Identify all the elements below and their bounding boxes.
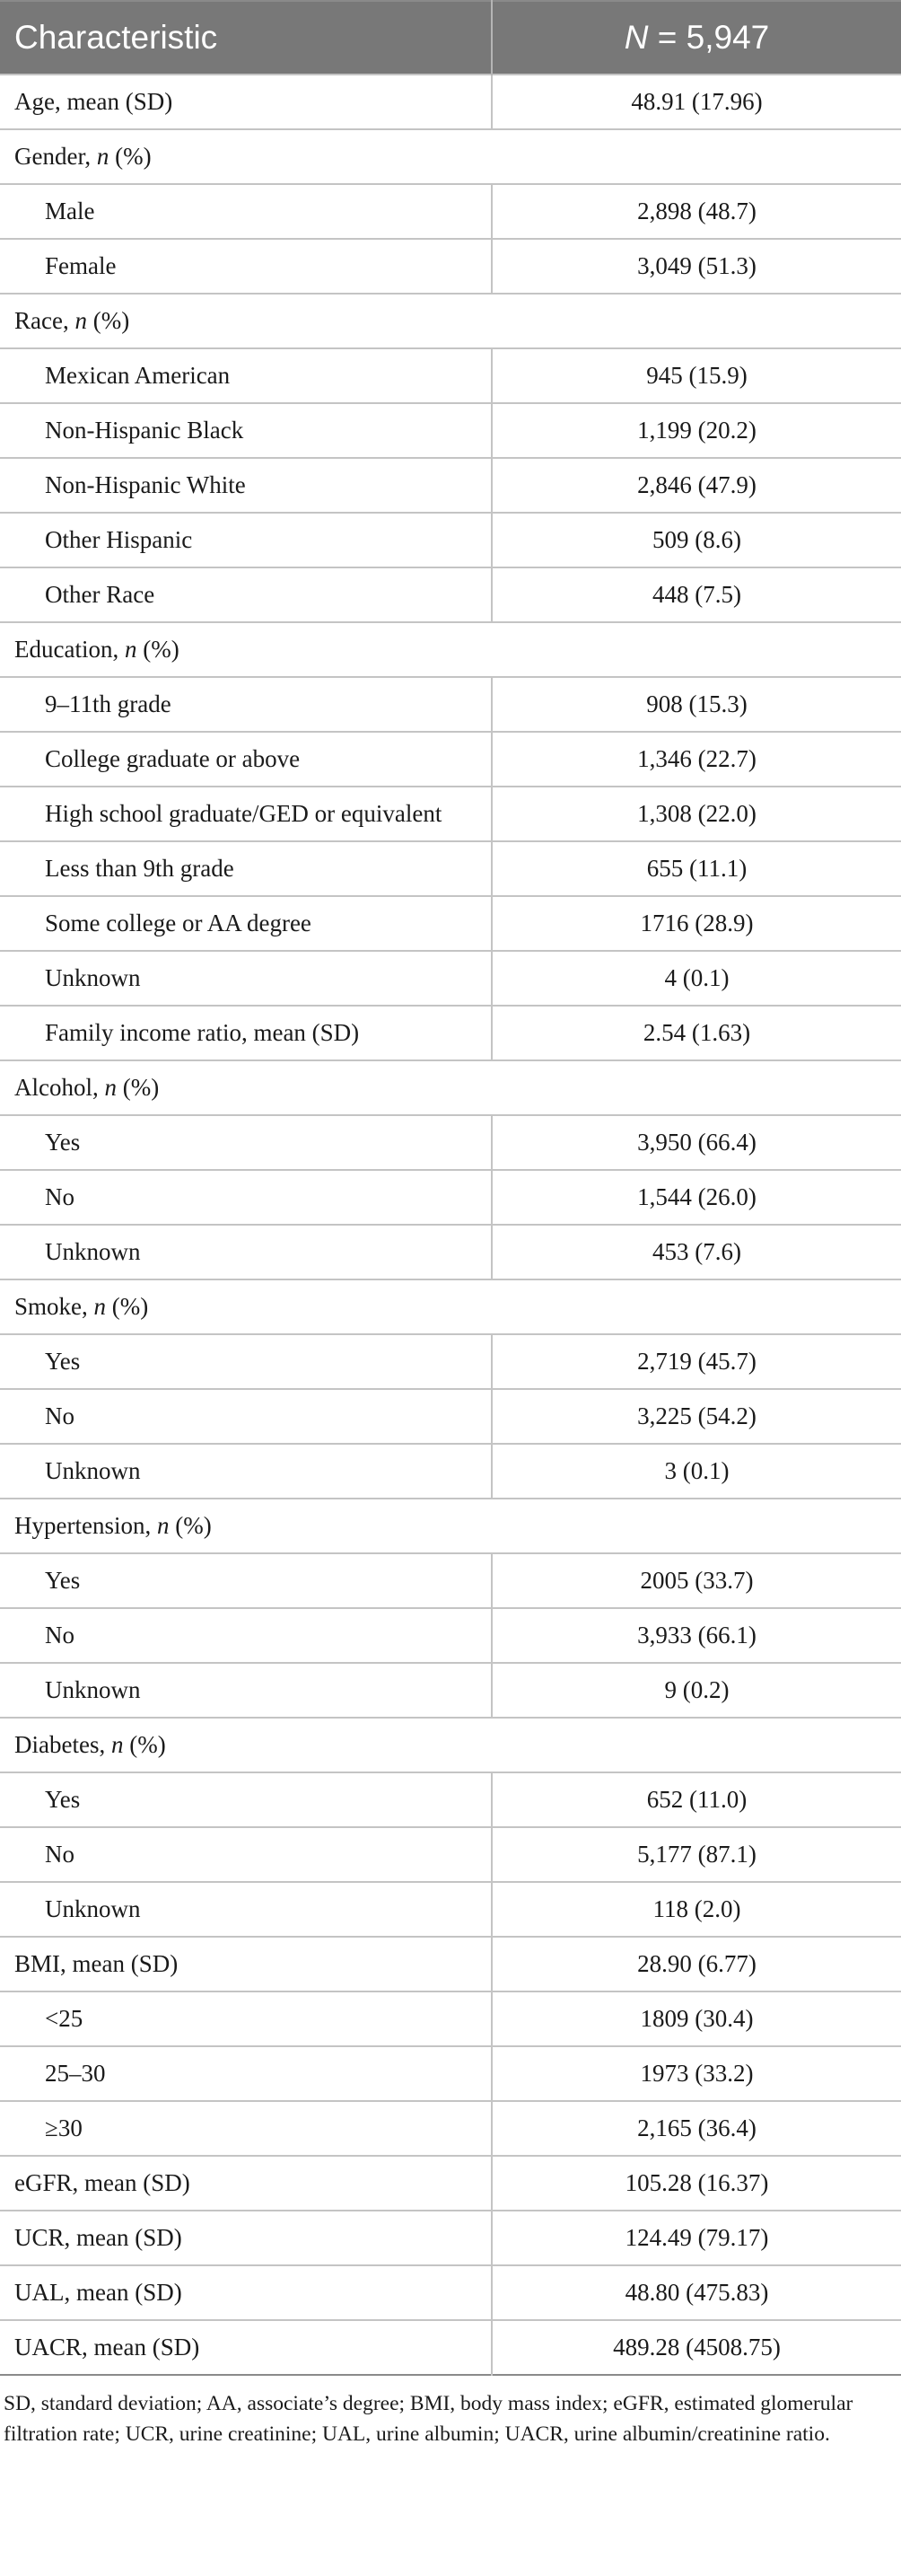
row-label: UCR, mean (SD) bbox=[0, 2211, 492, 2265]
row-value: 655 (11.1) bbox=[492, 841, 901, 896]
row-label: Yes bbox=[0, 1553, 492, 1608]
section-label bbox=[0, 129, 901, 184]
table-row bbox=[0, 1389, 901, 1444]
row-label: Unknown bbox=[0, 951, 492, 1006]
section-row bbox=[0, 129, 901, 184]
row-label: Yes bbox=[0, 1334, 492, 1389]
section-row bbox=[0, 294, 901, 348]
section-stat-suffix: (%) bbox=[106, 1293, 149, 1320]
section-row bbox=[0, 1060, 901, 1115]
table-row bbox=[0, 1553, 901, 1608]
table-row bbox=[0, 567, 901, 622]
table-body bbox=[0, 75, 901, 2375]
table-row bbox=[0, 458, 901, 513]
row-label: Family income ratio, mean (SD) bbox=[0, 1006, 492, 1060]
section-label-text: Education, bbox=[14, 636, 125, 663]
section-stat-suffix: (%) bbox=[109, 143, 152, 170]
row-value: 5,177 (87.1) bbox=[492, 1827, 901, 1882]
table-row bbox=[0, 2046, 901, 2101]
section-stat-symbol: n bbox=[110, 1731, 124, 1758]
row-value: 9 (0.2) bbox=[492, 1663, 901, 1718]
row-label: Other Race bbox=[0, 567, 492, 622]
row-label: Age, mean (SD) bbox=[0, 75, 492, 129]
section-label-text: Smoke, bbox=[14, 1293, 94, 1320]
section-label bbox=[0, 1718, 901, 1772]
row-label: Yes bbox=[0, 1115, 492, 1170]
table-row bbox=[0, 1225, 901, 1279]
row-value: 448 (7.5) bbox=[492, 567, 901, 622]
table-row bbox=[0, 2320, 901, 2375]
table-row bbox=[0, 1827, 901, 1882]
row-label: Non-Hispanic White bbox=[0, 458, 492, 513]
row-label: Unknown bbox=[0, 1225, 492, 1279]
table-row bbox=[0, 403, 901, 458]
section-stat-symbol: n bbox=[124, 636, 137, 663]
row-label: Some college or AA degree bbox=[0, 896, 492, 951]
section-label-text: Gender, bbox=[14, 143, 97, 170]
table-row bbox=[0, 951, 901, 1006]
row-label: 25–30 bbox=[0, 2046, 492, 2101]
row-label: UACR, mean (SD) bbox=[0, 2320, 492, 2375]
row-value: 2005 (33.7) bbox=[492, 1553, 901, 1608]
row-value: 489.28 (4508.75) bbox=[492, 2320, 901, 2375]
header-n-symbol: N bbox=[624, 19, 649, 56]
row-value: 118 (2.0) bbox=[492, 1882, 901, 1937]
table-row bbox=[0, 513, 901, 567]
section-stat-symbol: n bbox=[96, 143, 109, 170]
row-value: 3,049 (51.3) bbox=[492, 239, 901, 294]
row-value: 1,346 (22.7) bbox=[492, 732, 901, 787]
section-row bbox=[0, 1279, 901, 1334]
row-value: 1809 (30.4) bbox=[492, 1991, 901, 2046]
row-value: 3,225 (54.2) bbox=[492, 1389, 901, 1444]
row-value: 2,898 (48.7) bbox=[492, 184, 901, 239]
row-label: No bbox=[0, 1608, 492, 1663]
row-label: <25 bbox=[0, 1991, 492, 2046]
header-sample-size bbox=[492, 1, 901, 75]
row-value: 652 (11.0) bbox=[492, 1772, 901, 1827]
row-value: 3,950 (66.4) bbox=[492, 1115, 901, 1170]
table-row bbox=[0, 1663, 901, 1718]
row-value: 48.91 (17.96) bbox=[492, 75, 901, 129]
row-label: 9–11th grade bbox=[0, 677, 492, 732]
row-value: 2.54 (1.63) bbox=[492, 1006, 901, 1060]
section-stat-suffix: (%) bbox=[169, 1512, 212, 1539]
row-value: 1716 (28.9) bbox=[492, 896, 901, 951]
table-header bbox=[0, 1, 901, 75]
section-label-text: Diabetes, bbox=[14, 1731, 111, 1758]
section-row bbox=[0, 1718, 901, 1772]
table-row bbox=[0, 1115, 901, 1170]
section-label-text: Race, bbox=[14, 307, 75, 334]
row-label: Unknown bbox=[0, 1882, 492, 1937]
table-row bbox=[0, 1334, 901, 1389]
table-row bbox=[0, 896, 901, 951]
row-value: 105.28 (16.37) bbox=[492, 2156, 901, 2211]
table-row bbox=[0, 75, 901, 129]
row-label: College graduate or above bbox=[0, 732, 492, 787]
table-row bbox=[0, 1170, 901, 1225]
row-label: No bbox=[0, 1389, 492, 1444]
section-stat-suffix: (%) bbox=[86, 307, 130, 334]
row-label: No bbox=[0, 1827, 492, 1882]
row-label: Non-Hispanic Black bbox=[0, 403, 492, 458]
section-stat-suffix: (%) bbox=[123, 1731, 166, 1758]
row-label: Other Hispanic bbox=[0, 513, 492, 567]
row-value: 28.90 (6.77) bbox=[492, 1937, 901, 1991]
table-row bbox=[0, 1937, 901, 1991]
row-label: ≥30 bbox=[0, 2101, 492, 2156]
row-label: No bbox=[0, 1170, 492, 1225]
row-value: 2,846 (47.9) bbox=[492, 458, 901, 513]
section-label bbox=[0, 1279, 901, 1334]
row-value: 3,933 (66.1) bbox=[492, 1608, 901, 1663]
row-value: 2,719 (45.7) bbox=[492, 1334, 901, 1389]
row-value: 2,165 (36.4) bbox=[492, 2101, 901, 2156]
row-value: 509 (8.6) bbox=[492, 513, 901, 567]
table-row bbox=[0, 1608, 901, 1663]
row-label: Yes bbox=[0, 1772, 492, 1827]
section-stat-suffix: (%) bbox=[136, 636, 179, 663]
section-label-text: Alcohol, bbox=[14, 1074, 105, 1101]
section-stat-symbol: n bbox=[74, 307, 87, 334]
row-value: 453 (7.6) bbox=[492, 1225, 901, 1279]
row-label: Female bbox=[0, 239, 492, 294]
row-value: 1,308 (22.0) bbox=[492, 787, 901, 841]
section-label-text: Hypertension, bbox=[14, 1512, 157, 1539]
section-stat-suffix: (%) bbox=[117, 1074, 160, 1101]
section-label bbox=[0, 1499, 901, 1553]
row-label: UAL, mean (SD) bbox=[0, 2265, 492, 2320]
section-row bbox=[0, 622, 901, 677]
table-row bbox=[0, 2211, 901, 2265]
table-row bbox=[0, 732, 901, 787]
section-stat-symbol: n bbox=[156, 1512, 170, 1539]
section-label bbox=[0, 294, 901, 348]
table-footnote: SD, standard deviation; AA, associate’s degree; BMI, body mass index; eGFR, estimated glomerular filtration rate; UCR, urine creatinine; UAL, urine albumin; UACR, urine albumin/creatinine ratio. bbox=[4, 2392, 853, 2446]
section-stat-symbol: n bbox=[104, 1074, 117, 1101]
section-stat-symbol: n bbox=[93, 1293, 107, 1320]
row-label: Less than 9th grade bbox=[0, 841, 492, 896]
row-label: eGFR, mean (SD) bbox=[0, 2156, 492, 2211]
table-row bbox=[0, 1882, 901, 1937]
table-row bbox=[0, 239, 901, 294]
section-label bbox=[0, 622, 901, 677]
header-characteristic: Characteristic bbox=[0, 1, 492, 75]
table-row bbox=[0, 787, 901, 841]
row-label: Mexican American bbox=[0, 348, 492, 403]
row-value: 908 (15.3) bbox=[492, 677, 901, 732]
section-label bbox=[0, 1060, 901, 1115]
row-value: 124.49 (79.17) bbox=[492, 2211, 901, 2265]
row-label: Unknown bbox=[0, 1444, 492, 1499]
table-row bbox=[0, 1006, 901, 1060]
table-row bbox=[0, 2101, 901, 2156]
row-label: Male bbox=[0, 184, 492, 239]
table-row bbox=[0, 1444, 901, 1499]
row-label: BMI, mean (SD) bbox=[0, 1937, 492, 1991]
header-n-value: = 5,947 bbox=[648, 19, 770, 56]
header-row bbox=[0, 1, 901, 75]
table-row bbox=[0, 677, 901, 732]
table-row bbox=[0, 1772, 901, 1827]
row-value: 4 (0.1) bbox=[492, 951, 901, 1006]
table-row bbox=[0, 841, 901, 896]
row-label: High school graduate/GED or equivalent bbox=[0, 787, 492, 841]
section-row bbox=[0, 1499, 901, 1553]
table-row bbox=[0, 2156, 901, 2211]
table-row bbox=[0, 184, 901, 239]
row-value: 48.80 (475.83) bbox=[492, 2265, 901, 2320]
table-row bbox=[0, 2265, 901, 2320]
row-value: 945 (15.9) bbox=[492, 348, 901, 403]
row-value: 1,199 (20.2) bbox=[492, 403, 901, 458]
row-value: 3 (0.1) bbox=[492, 1444, 901, 1499]
table-row bbox=[0, 1991, 901, 2046]
row-value: 1,544 (26.0) bbox=[492, 1170, 901, 1225]
row-value: 1973 (33.2) bbox=[492, 2046, 901, 2101]
table-row bbox=[0, 348, 901, 403]
row-label: Unknown bbox=[0, 1663, 492, 1718]
